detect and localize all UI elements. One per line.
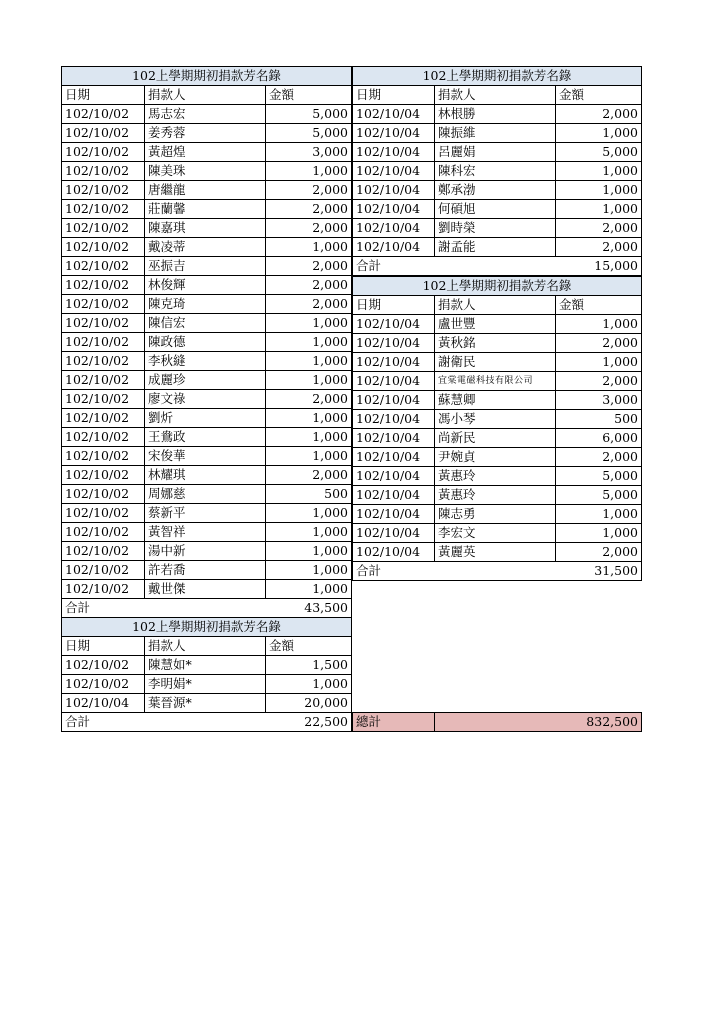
amount-cell: 5,000 bbox=[556, 143, 642, 162]
donor-cell: 莊蘭馨 bbox=[145, 200, 266, 219]
table-title-row bbox=[62, 618, 352, 637]
grand-total-label: 總計 bbox=[353, 713, 435, 732]
amount-cell: 1,000 bbox=[556, 524, 642, 543]
date-cell: 102/10/04 bbox=[353, 105, 435, 124]
donor-cell: 尚新民 bbox=[435, 429, 556, 448]
donor-cell: 姜秀蓉 bbox=[145, 124, 266, 143]
amount-cell: 1,000 bbox=[556, 505, 642, 524]
table-row bbox=[353, 315, 642, 334]
donor-cell: 李明娟* bbox=[145, 675, 266, 694]
date-cell: 102/10/02 bbox=[62, 542, 145, 561]
amount-cell: 1,000 bbox=[556, 200, 642, 219]
amount-cell: 1,000 bbox=[556, 353, 642, 372]
table-row bbox=[62, 314, 352, 333]
date-cell: 102/10/02 bbox=[62, 656, 145, 675]
table-row bbox=[62, 561, 352, 580]
total-row bbox=[353, 257, 642, 276]
amount-cell: 1,000 bbox=[266, 333, 352, 352]
amount-cell: 2,000 bbox=[266, 200, 352, 219]
amount-cell: 2,000 bbox=[556, 238, 642, 257]
date-cell: 102/10/02 bbox=[62, 295, 145, 314]
date-cell: 102/10/04 bbox=[353, 334, 435, 353]
header-donor: 捐款人 bbox=[145, 637, 266, 656]
donor-cell: 馬志宏 bbox=[145, 105, 266, 124]
amount-cell: 1,000 bbox=[266, 523, 352, 542]
table-row bbox=[62, 105, 352, 124]
date-cell: 102/10/04 bbox=[353, 486, 435, 505]
date-cell: 102/10/02 bbox=[62, 675, 145, 694]
donor-cell: 巫振吉 bbox=[145, 257, 266, 276]
donor-cell: 林俊輝 bbox=[145, 276, 266, 295]
table-row bbox=[62, 181, 352, 200]
header-date: 日期 bbox=[353, 296, 435, 315]
amount-cell: 2,000 bbox=[266, 466, 352, 485]
donor-cell: 陳振維 bbox=[435, 124, 556, 143]
date-cell: 102/10/04 bbox=[62, 694, 145, 713]
table-row bbox=[62, 124, 352, 143]
date-cell: 102/10/04 bbox=[353, 162, 435, 181]
amount-cell: 1,000 bbox=[266, 447, 352, 466]
donor-cell: 成麗珍 bbox=[145, 371, 266, 390]
amount-cell: 1,500 bbox=[266, 656, 352, 675]
total-value: 31,500 bbox=[556, 562, 642, 581]
date-cell: 102/10/02 bbox=[62, 181, 145, 200]
header-donor: 捐款人 bbox=[145, 86, 266, 105]
table-row bbox=[353, 334, 642, 353]
header-amount: 金額 bbox=[266, 637, 352, 656]
table-row bbox=[353, 391, 642, 410]
donor-cell: 唐繼龍 bbox=[145, 181, 266, 200]
amount-cell: 2,000 bbox=[266, 390, 352, 409]
date-cell: 102/10/04 bbox=[353, 448, 435, 467]
amount-cell: 1,000 bbox=[266, 409, 352, 428]
header-row bbox=[353, 296, 642, 315]
table-row bbox=[353, 162, 642, 181]
amount-cell: 6,000 bbox=[556, 429, 642, 448]
amount-cell: 2,000 bbox=[266, 181, 352, 200]
amount-cell: 3,000 bbox=[266, 143, 352, 162]
amount-cell: 1,000 bbox=[556, 315, 642, 334]
table-row bbox=[62, 200, 352, 219]
date-cell: 102/10/04 bbox=[353, 143, 435, 162]
date-cell: 102/10/02 bbox=[62, 124, 145, 143]
table-title-row bbox=[353, 67, 642, 86]
date-cell: 102/10/02 bbox=[62, 504, 145, 523]
table-row bbox=[62, 542, 352, 561]
table-row bbox=[353, 353, 642, 372]
total-value: 15,000 bbox=[556, 257, 642, 276]
table-row bbox=[62, 143, 352, 162]
donor-cell: 周娜慈 bbox=[145, 485, 266, 504]
donor-cell: 尹婉貞 bbox=[435, 448, 556, 467]
donor-cell: 謝衛民 bbox=[435, 353, 556, 372]
table-row bbox=[62, 352, 352, 371]
table-row bbox=[62, 257, 352, 276]
donor-cell: 陳克琦 bbox=[145, 295, 266, 314]
date-cell: 102/10/02 bbox=[62, 200, 145, 219]
donor-cell: 黃秋銘 bbox=[435, 334, 556, 353]
amount-cell: 1,000 bbox=[266, 238, 352, 257]
amount-cell: 2,000 bbox=[266, 219, 352, 238]
amount-cell: 1,000 bbox=[266, 675, 352, 694]
amount-cell: 1,000 bbox=[266, 580, 352, 599]
donor-cell: 許若喬 bbox=[145, 561, 266, 580]
total-row bbox=[62, 713, 352, 732]
date-cell: 102/10/02 bbox=[62, 390, 145, 409]
header-amount: 金額 bbox=[556, 296, 642, 315]
table-row bbox=[62, 485, 352, 504]
date-cell: 102/10/02 bbox=[62, 143, 145, 162]
date-cell: 102/10/02 bbox=[62, 561, 145, 580]
total-value: 43,500 bbox=[266, 599, 352, 618]
donation-table-1 bbox=[61, 66, 352, 618]
donor-cell: 鄭承渤 bbox=[435, 181, 556, 200]
table-row bbox=[62, 219, 352, 238]
table-row bbox=[353, 105, 642, 124]
amount-cell: 5,000 bbox=[556, 486, 642, 505]
date-cell: 102/10/02 bbox=[62, 105, 145, 124]
amount-cell: 1,000 bbox=[556, 162, 642, 181]
donor-cell: 戴凌蒂 bbox=[145, 238, 266, 257]
date-cell: 102/10/02 bbox=[62, 466, 145, 485]
table-row bbox=[62, 276, 352, 295]
table-row bbox=[62, 675, 352, 694]
header-row bbox=[62, 86, 352, 105]
table-row bbox=[353, 181, 642, 200]
header-amount: 金額 bbox=[556, 86, 642, 105]
table-row bbox=[353, 410, 642, 429]
donor-cell: 戴世傑 bbox=[145, 580, 266, 599]
donor-cell: 陳慧如* bbox=[145, 656, 266, 675]
table-row bbox=[62, 162, 352, 181]
table-row bbox=[353, 467, 642, 486]
header-donor: 捐款人 bbox=[435, 296, 556, 315]
date-cell: 102/10/04 bbox=[353, 219, 435, 238]
amount-cell: 2,000 bbox=[556, 105, 642, 124]
donor-cell: 蘇慧卿 bbox=[435, 391, 556, 410]
date-cell: 102/10/04 bbox=[353, 353, 435, 372]
header-date: 日期 bbox=[353, 86, 435, 105]
table-row bbox=[62, 295, 352, 314]
amount-cell: 2,000 bbox=[556, 543, 642, 562]
amount-cell: 1,000 bbox=[266, 371, 352, 390]
total-row bbox=[62, 599, 352, 618]
donor-cell: 黃惠玲 bbox=[435, 467, 556, 486]
donor-cell: 王鴦政 bbox=[145, 428, 266, 447]
table-row bbox=[62, 333, 352, 352]
table-row bbox=[353, 200, 642, 219]
date-cell: 102/10/02 bbox=[62, 371, 145, 390]
header-donor: 捐款人 bbox=[435, 86, 556, 105]
donor-cell: 黃麗英 bbox=[435, 543, 556, 562]
date-cell: 102/10/04 bbox=[353, 315, 435, 334]
date-cell: 102/10/02 bbox=[62, 238, 145, 257]
table-row bbox=[62, 428, 352, 447]
header-amount: 金額 bbox=[266, 86, 352, 105]
table-title: 102上學期期初捐款芳名錄 bbox=[62, 67, 352, 86]
donor-cell: 廖文祿 bbox=[145, 390, 266, 409]
donor-cell: 呂麗娟 bbox=[435, 143, 556, 162]
date-cell: 102/10/02 bbox=[62, 314, 145, 333]
amount-cell: 1,000 bbox=[556, 181, 642, 200]
donor-cell: 陳志勇 bbox=[435, 505, 556, 524]
table-row bbox=[353, 143, 642, 162]
date-cell: 102/10/04 bbox=[353, 543, 435, 562]
amount-cell: 2,000 bbox=[266, 295, 352, 314]
donor-cell: 宜棠電磁科技有限公司 bbox=[435, 372, 556, 391]
amount-cell: 2,000 bbox=[266, 276, 352, 295]
donor-cell: 蔡新平 bbox=[145, 504, 266, 523]
table-row bbox=[62, 656, 352, 675]
donor-cell: 黃超煌 bbox=[145, 143, 266, 162]
table-row bbox=[353, 124, 642, 143]
donor-cell: 湯中新 bbox=[145, 542, 266, 561]
amount-cell: 2,000 bbox=[556, 448, 642, 467]
donor-cell: 宋俊華 bbox=[145, 447, 266, 466]
donor-cell: 黃智祥 bbox=[145, 523, 266, 542]
date-cell: 102/10/04 bbox=[353, 467, 435, 486]
date-cell: 102/10/02 bbox=[62, 580, 145, 599]
amount-cell: 2,000 bbox=[556, 334, 642, 353]
date-cell: 102/10/02 bbox=[62, 409, 145, 428]
header-row bbox=[353, 86, 642, 105]
amount-cell: 1,000 bbox=[266, 352, 352, 371]
table-row bbox=[353, 429, 642, 448]
donor-cell: 劉時榮 bbox=[435, 219, 556, 238]
donor-cell: 林耀琪 bbox=[145, 466, 266, 485]
amount-cell: 500 bbox=[266, 485, 352, 504]
date-cell: 102/10/04 bbox=[353, 410, 435, 429]
date-cell: 102/10/02 bbox=[62, 428, 145, 447]
total-label: 合計 bbox=[62, 713, 266, 732]
total-label: 合計 bbox=[353, 257, 556, 276]
table-title: 102上學期期初捐款芳名錄 bbox=[353, 277, 642, 296]
table-row bbox=[62, 466, 352, 485]
table-row bbox=[62, 390, 352, 409]
donation-table-2 bbox=[61, 617, 352, 732]
table-row bbox=[353, 486, 642, 505]
total-value: 22,500 bbox=[266, 713, 352, 732]
date-cell: 102/10/04 bbox=[353, 391, 435, 410]
table-row bbox=[62, 694, 352, 713]
amount-cell: 2,000 bbox=[266, 257, 352, 276]
table-title: 102上學期期初捐款芳名錄 bbox=[353, 67, 642, 86]
date-cell: 102/10/04 bbox=[353, 181, 435, 200]
date-cell: 102/10/02 bbox=[62, 352, 145, 371]
donor-cell: 李宏文 bbox=[435, 524, 556, 543]
date-cell: 102/10/02 bbox=[62, 485, 145, 504]
table-row bbox=[353, 543, 642, 562]
amount-cell: 3,000 bbox=[556, 391, 642, 410]
donor-cell: 李秋縫 bbox=[145, 352, 266, 371]
table-row bbox=[353, 219, 642, 238]
amount-cell: 5,000 bbox=[556, 467, 642, 486]
total-row bbox=[353, 562, 642, 581]
table-row bbox=[353, 505, 642, 524]
date-cell: 102/10/04 bbox=[353, 372, 435, 391]
date-cell: 102/10/02 bbox=[62, 523, 145, 542]
amount-cell: 500 bbox=[556, 410, 642, 429]
donation-table-4 bbox=[352, 276, 642, 581]
table-row bbox=[62, 238, 352, 257]
date-cell: 102/10/04 bbox=[353, 524, 435, 543]
date-cell: 102/10/02 bbox=[62, 162, 145, 181]
date-cell: 102/10/04 bbox=[353, 238, 435, 257]
amount-cell: 1,000 bbox=[266, 542, 352, 561]
grand-total-value: 832,500 bbox=[435, 713, 642, 732]
donor-cell: 陳政德 bbox=[145, 333, 266, 352]
table-title: 102上學期期初捐款芳名錄 bbox=[62, 618, 352, 637]
amount-cell: 20,000 bbox=[266, 694, 352, 713]
donor-cell: 陳嘉琪 bbox=[145, 219, 266, 238]
date-cell: 102/10/04 bbox=[353, 429, 435, 448]
table-row bbox=[353, 372, 642, 391]
total-label: 合計 bbox=[353, 562, 556, 581]
total-label: 合計 bbox=[62, 599, 266, 618]
donor-cell: 葉晉源* bbox=[145, 694, 266, 713]
donor-cell: 劉炘 bbox=[145, 409, 266, 428]
header-date: 日期 bbox=[62, 86, 145, 105]
grand-total-table bbox=[352, 712, 642, 732]
date-cell: 102/10/02 bbox=[62, 257, 145, 276]
table-row bbox=[353, 524, 642, 543]
header-date: 日期 bbox=[62, 637, 145, 656]
date-cell: 102/10/04 bbox=[353, 124, 435, 143]
date-cell: 102/10/02 bbox=[62, 219, 145, 238]
table-title-row bbox=[353, 277, 642, 296]
donor-cell: 何碩旭 bbox=[435, 200, 556, 219]
amount-cell: 1,000 bbox=[266, 504, 352, 523]
table-row bbox=[62, 523, 352, 542]
table-row bbox=[62, 447, 352, 466]
donation-table-3 bbox=[352, 66, 642, 276]
amount-cell: 1,000 bbox=[266, 162, 352, 181]
donor-cell: 陳信宏 bbox=[145, 314, 266, 333]
grand-total-row bbox=[353, 713, 642, 732]
date-cell: 102/10/02 bbox=[62, 447, 145, 466]
amount-cell: 2,000 bbox=[556, 372, 642, 391]
amount-cell: 1,000 bbox=[266, 428, 352, 447]
table-row bbox=[62, 409, 352, 428]
table-row bbox=[62, 504, 352, 523]
amount-cell: 5,000 bbox=[266, 124, 352, 143]
table-title-row bbox=[62, 67, 352, 86]
amount-cell: 5,000 bbox=[266, 105, 352, 124]
date-cell: 102/10/04 bbox=[353, 505, 435, 524]
table-row bbox=[353, 448, 642, 467]
amount-cell: 1,000 bbox=[556, 124, 642, 143]
date-cell: 102/10/04 bbox=[353, 200, 435, 219]
donor-cell: 黃惠玲 bbox=[435, 486, 556, 505]
date-cell: 102/10/02 bbox=[62, 276, 145, 295]
donor-cell: 馮小琴 bbox=[435, 410, 556, 429]
table-row bbox=[62, 371, 352, 390]
header-row bbox=[62, 637, 352, 656]
donor-cell: 盧世豐 bbox=[435, 315, 556, 334]
donor-cell: 林根勝 bbox=[435, 105, 556, 124]
donor-cell: 陳美珠 bbox=[145, 162, 266, 181]
amount-cell: 2,000 bbox=[556, 219, 642, 238]
table-row bbox=[62, 580, 352, 599]
donor-cell: 謝孟能 bbox=[435, 238, 556, 257]
amount-cell: 1,000 bbox=[266, 314, 352, 333]
donor-cell: 陳科宏 bbox=[435, 162, 556, 181]
amount-cell: 1,000 bbox=[266, 561, 352, 580]
table-row bbox=[353, 238, 642, 257]
date-cell: 102/10/02 bbox=[62, 333, 145, 352]
